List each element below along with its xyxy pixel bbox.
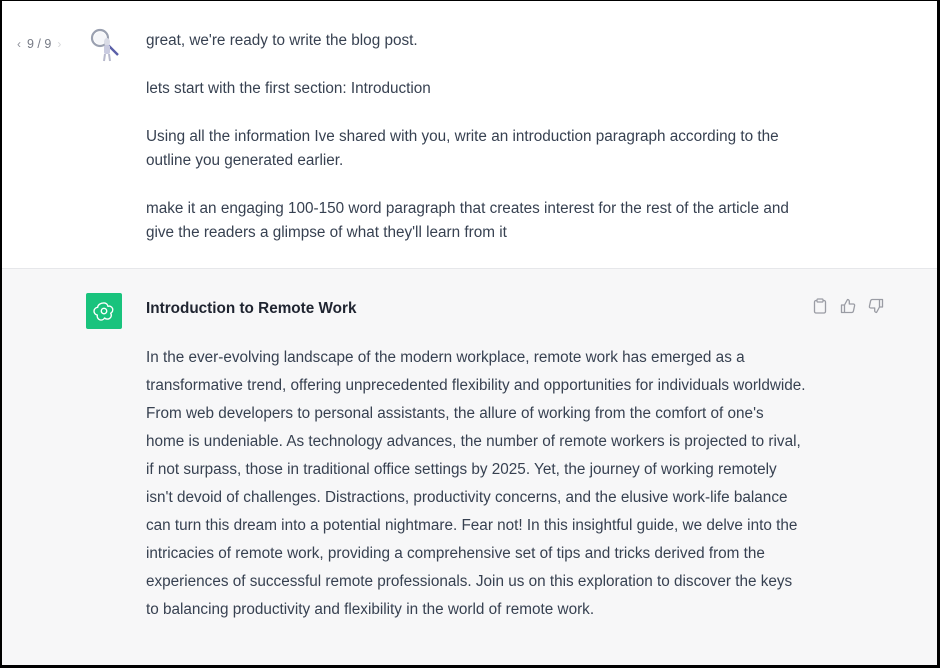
user-message-text-3 [146, 125, 796, 173]
copy-button[interactable] [810, 296, 830, 316]
chevron-left-icon[interactable]: ‹ [17, 37, 21, 51]
magnifier-figure-icon [86, 26, 124, 64]
user-message-text [146, 29, 806, 53]
openai-logo-icon [93, 300, 115, 322]
chat-window [2, 1, 937, 665]
user-paragraph-3: Using all the information Ive shared with you, write an introduction paragraph according to the outline you generated earlier. [146, 128, 779, 169]
message-pager [17, 36, 61, 52]
assistant-message [2, 269, 937, 665]
user-message-text-4 [146, 197, 806, 245]
response-body: In the ever-evolving landscape of the modern workplace, remote work has emerged as a transformative trend, offering unprecedented flexibility and opportunities for individuals worldwide. From web developers to personal assistants, the allure of working from the comfort of one's home is undeniable. As technology advances, the number of remote workers is projected to rival, if not surpass, those in traditional office settings by 2025. Yet, the journey of working remotely isn't devoid of challenges. Distractions, productivity concerns, and the elusive work-life balance can turn this dream into a potential nightmare. Fear not! In this insightful guide, we delve into the intricacies of remote work, providing a comprehensive set of tips and tricks derived from the experiences of successful remote professionals. Join us on this exploration to discover the keys to balancing productivity and flexibility in the world of remote work. [146, 349, 806, 618]
copy-icon [813, 298, 827, 314]
user-message [2, 1, 937, 269]
thumbs-down-icon [868, 298, 884, 314]
pager-label: 9 / 9 [27, 37, 52, 51]
assistant-avatar [86, 293, 122, 329]
thumbs-down-button[interactable] [866, 296, 886, 316]
response-title: Introduction to Remote Work [146, 300, 357, 317]
message-actions [810, 296, 886, 316]
thumbs-up-icon [840, 298, 856, 314]
user-paragraph-1: great, we're ready to write the blog post. [146, 32, 418, 49]
user-paragraph-4: make it an engaging 100-150 word paragraph that creates interest for the rest of the article and give the readers a glimpse of what they'll learn from it [146, 200, 789, 241]
user-paragraph-2: lets start with the first section: Introduction [146, 80, 431, 97]
user-message-text-2 [146, 77, 806, 101]
thumbs-up-button[interactable] [838, 296, 858, 316]
user-avatar [86, 26, 124, 64]
chevron-right-icon[interactable]: › [57, 37, 62, 51]
